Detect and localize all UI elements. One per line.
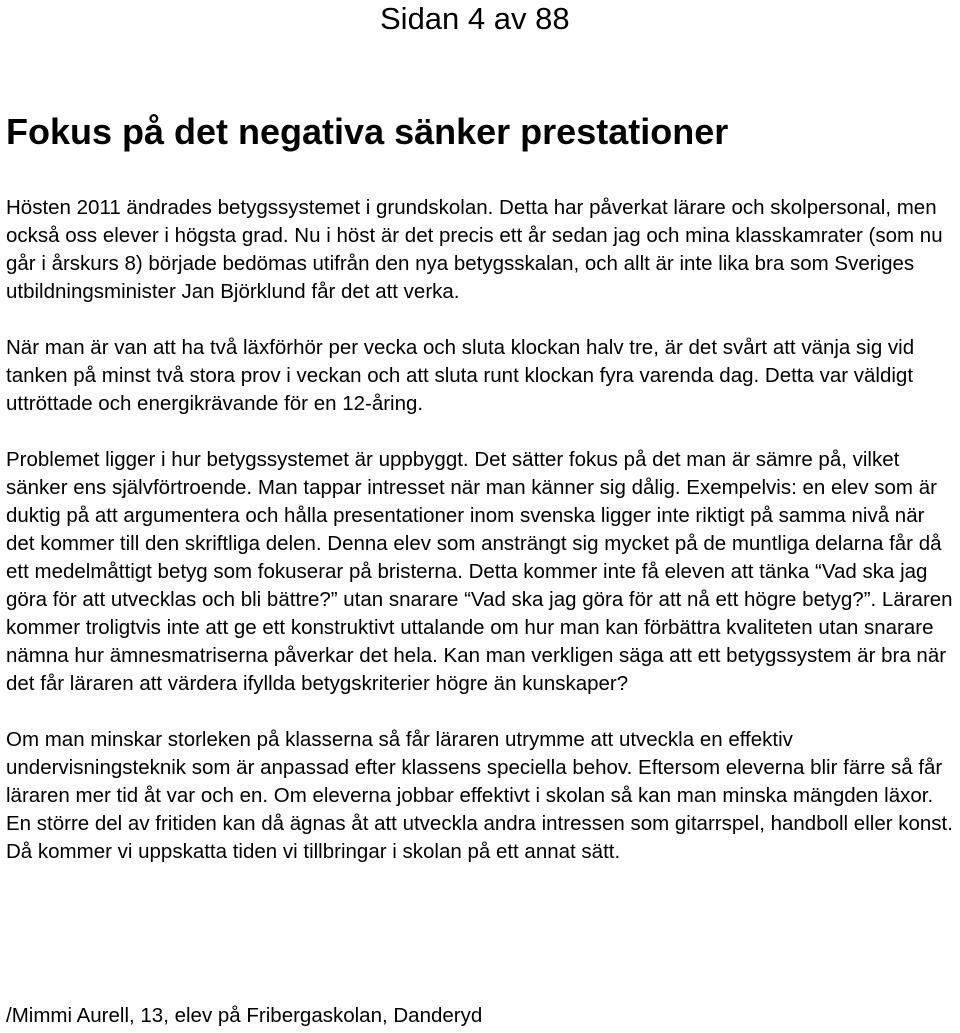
paragraph-intro: Hösten 2011 ändrades betygssystemet i grundskolan. Detta har påverkat lärare och skolpersonal, men också oss elever i högsta grad. Nu i höst är det precis ett år sedan jag och mina klasskamrater (som nu går i årskurs 8) började bedömas utifrån den nya betygsskalan, och allt är inte lika bra som Sveriges utbildningsminister Jan Björklund får det att verka. xyxy=(6,196,943,303)
article-body xyxy=(6,194,958,866)
page-indicator: Sidan 4 av 88 xyxy=(380,1,570,36)
paragraph-workload: När man är van att ha två läxförhör per vecka och sluta klockan halv tre, är det svårt att vänja sig vid tanken på minst två stora prov i veckan och att sluta runt klockan fyra varenda dag. Detta var väldigt uttröttade och energikrävande för en 12-åring. xyxy=(6,336,915,415)
paragraph-grading-problem: Problemet ligger i hur betygssystemet är uppbyggt. Det sätter fokus på det man är sämre på, vilket sänker ens självförtroende. Man tappar intresset när man känner sig dålig. Exempelvis: en elev som är duktig på att argumentera och hålla presentationer inom svenska ligger inte riktigt på samma nivå när det kommer till den skriftliga delen. Denna elev som ansträngt sig mycket på de muntliga delarna får då ett medelmåttigt betyg som fokuserar på bristerna. Detta kommer inte få eleven att tänka “Vad ska jag göra för att utvecklas och bli bättre?” utan snarare “Vad ska jag göra för att nå ett högre betyg?”. Läraren kommer troligtvis inte att ge ett konstruktivt uttalande om hur man kan förbättra kvaliteten utan snarare nämna hur ämnesmatriserna påverkar det hela. Kan man verkligen säga att ett betygssystem är bra när det får läraren att värdera ifyllda betygskriterier högre än kunskaper? xyxy=(6,448,953,695)
paragraph-class-size: Om man minskar storleken på klasserna så får läraren utrymme att utveckla en effektiv undervisningsteknik som är anpassad efter klassens speciella behov. Eftersom eleverna blir färre så får läraren mer tid åt var och en. Om eleverna jobbar effektivt i skolan så kan man minska mängden läxor. En större del av fritiden kan då ägnas åt att utveckla andra intressen som gitarrspel, handboll eller konst. Då kommer vi uppskatta tiden vi tillbringar i skolan på ett annat sätt. xyxy=(6,728,953,863)
article-title: Fokus på det negativa sänker prestationer xyxy=(6,111,729,152)
author-signature: /Mimmi Aurell, 13, elev på Fribergaskolan, Danderyd xyxy=(6,1004,483,1027)
